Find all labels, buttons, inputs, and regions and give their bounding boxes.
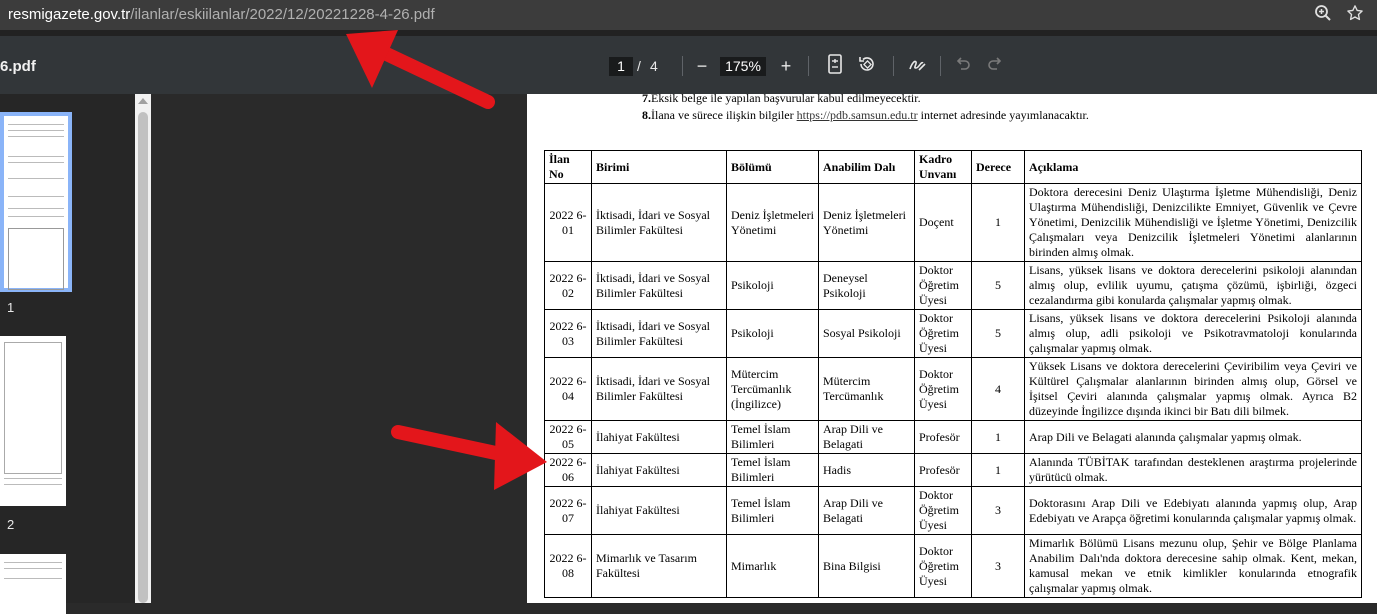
- thumbnail-label-2: 2: [7, 517, 15, 532]
- cell-kadro: Doktor Öğretim Üyesi: [915, 358, 972, 421]
- cell-anabilim: Deneysel Psikoloji: [819, 262, 915, 310]
- header-birim: Birimi: [592, 151, 727, 184]
- cell-anabilim: Arap Dili ve Belagati: [819, 487, 915, 535]
- note-7: 7.Eksik belge ile yapılan başvurular kabul edilmeyecektir.: [642, 94, 921, 105]
- cell-ilan-no: 2022 6-01: [545, 184, 592, 262]
- cell-aciklama: Yüksek Lisans ve doktora derecelerini Çeviribilim veya Çeviri ve Kültürel Çalışmalar alanlarının birinden almış olup, Görsel ve İşitsel Çeviri alanında çalışmalar yapmış olmak. Ayrıca B2 düzeyinde İngilizce dışında ikinci bir Batı dili bilmek.: [1025, 358, 1362, 421]
- page-number-input[interactable]: 1: [609, 57, 633, 76]
- cell-bolum: Deniz İşletmeleri Yönetimi: [727, 184, 819, 262]
- cell-kadro: Profesör: [915, 454, 972, 487]
- cell-bolum: Temel İslam Bilimleri: [727, 421, 819, 454]
- cell-bolum: Mimarlık: [727, 535, 819, 598]
- url-host: resmigazete.gov.tr: [8, 6, 131, 23]
- cell-bolum: Psikoloji: [727, 310, 819, 358]
- cell-anabilim: Hadis: [819, 454, 915, 487]
- cell-kadro: Doktor Öğretim Üyesi: [915, 262, 972, 310]
- cell-kadro: Doktor Öğretim Üyesi: [915, 310, 972, 358]
- header-aciklama: Açıklama: [1025, 151, 1362, 184]
- cell-aciklama: Doktorasını Arap Dili ve Edebiyatı alanında yapmış olup, Arap Edebiyatı ve Arapça öğretimi konularında çalışmalar yapmış olmak.: [1025, 487, 1362, 535]
- cell-anabilim: Mütercim Tercümanlık: [819, 358, 915, 421]
- arrow-to-row-6-06: [398, 422, 547, 490]
- cell-derece: 1: [972, 421, 1025, 454]
- cell-birim: İlahiyat Fakültesi: [592, 454, 727, 487]
- cell-birim: Mimarlık ve Tasarım Fakültesi: [592, 535, 727, 598]
- cell-aciklama: Lisans, yüksek lisans ve doktora derecelerini Psikoloji alanında almış olup, adli psikoloji ve Psikotravmatoloji konularında çalışmalar yapmış olmak.: [1025, 310, 1362, 358]
- zoom-out-button[interactable]: −: [696, 56, 708, 76]
- cell-birim: İktisadi, İdari ve Sosyal Bilimler Fakültesi: [592, 310, 727, 358]
- cell-birim: İktisadi, İdari ve Sosyal Bilimler Fakültesi: [592, 262, 727, 310]
- cell-ilan-no: 2022 6-05: [545, 421, 592, 454]
- total-pages: 4: [650, 58, 658, 74]
- header-bolum: Bölümü: [727, 151, 819, 184]
- cell-ilan-no: 2022 6-07: [545, 487, 592, 535]
- cell-ilan-no: 2022 6-06: [545, 454, 592, 487]
- cell-kadro: Doçent: [915, 184, 972, 262]
- cell-anabilim: Sosyal Psikoloji: [819, 310, 915, 358]
- header-no: İlan No: [545, 151, 592, 184]
- pdb-link[interactable]: https://pdb.samsun.edu.tr: [796, 108, 918, 122]
- cell-birim: İlahiyat Fakültesi: [592, 487, 727, 535]
- cell-ilan-no: 2022 6-08: [545, 535, 592, 598]
- cell-derece: 5: [972, 310, 1025, 358]
- cell-anabilim: Deniz İşletmeleri Yönetimi: [819, 184, 915, 262]
- cell-derece: 1: [972, 184, 1025, 262]
- cell-anabilim: Bina Bilgisi: [819, 535, 915, 598]
- cell-derece: 3: [972, 487, 1025, 535]
- cell-ilan-no: 2022 6-02: [545, 262, 592, 310]
- cell-aciklama: Lisans, yüksek lisans ve doktora derecelerini psikoloji alanından almış olup, evlilik uyumu, çatışma çözümü, işbirliği, özgeci cezalandırma gibi konularda çalışmalar yapmış olmak.: [1025, 262, 1362, 310]
- cell-birim: İktisadi, İdari ve Sosyal Bilimler Fakültesi: [592, 184, 727, 262]
- header-anabilim: Anabilim Dalı: [819, 151, 915, 184]
- cell-bolum: Psikoloji: [727, 262, 819, 310]
- cell-bolum: Mütercim Tercümanlık (İngilizce): [727, 358, 819, 421]
- cell-birim: İlahiyat Fakültesi: [592, 421, 727, 454]
- cell-aciklama: Arap Dili ve Belagati alanında çalışmalar yapmış olmak.: [1025, 421, 1362, 454]
- cell-bolum: Temel İslam Bilimleri: [727, 487, 819, 535]
- header-kadro: Kadro Unvanı: [915, 151, 972, 184]
- cell-bolum: Temel İslam Bilimleri: [727, 454, 819, 487]
- page-separator: /: [637, 58, 641, 74]
- url-path: /ilanlar/eskiilanlar/2022/12/20221228-4-26.pdf: [130, 6, 435, 23]
- cell-ilan-no: 2022 6-04: [545, 358, 592, 421]
- zoom-in-button[interactable]: +: [780, 56, 792, 76]
- note-8: 8.İlana ve sürece ilişkin bilgiler https://pdb.samsun.edu.tr internet adresinde yayımlanacaktır.: [642, 108, 1089, 122]
- zoom-input[interactable]: 175%: [720, 57, 766, 76]
- cell-aciklama: Doktora derecesini Deniz Ulaştırma İşletme Mühendisliği, Deniz Ulaştırma Mühendisliği, Denizcilikte Emniyet, Güvenlik ve Çevre Yönetimi, Denizcilik Mühendisliği ve İşletme Yönetimi, Denizcilik Çalışmaları veya Denizcilik İşletmeleri Yönetimi alanlarının birinden almış olmak.: [1025, 184, 1362, 262]
- thumbnail-label-1: 1: [7, 300, 15, 315]
- cell-derece: 5: [972, 262, 1025, 310]
- cell-kadro: Doktor Öğretim Üyesi: [915, 535, 972, 598]
- header-derece: Derece: [972, 151, 1025, 184]
- cell-derece: 4: [972, 358, 1025, 421]
- cell-kadro: Doktor Öğretim Üyesi: [915, 487, 972, 535]
- cell-derece: 3: [972, 535, 1025, 598]
- cell-kadro: Profesör: [915, 421, 972, 454]
- cell-ilan-no: 2022 6-03: [545, 310, 592, 358]
- cell-derece: 1: [972, 454, 1025, 487]
- arrow-to-url: [346, 30, 488, 102]
- cell-anabilim: Arap Dili ve Belagati: [819, 421, 915, 454]
- cell-birim: İktisadi, İdari ve Sosyal Bilimler Fakültesi: [592, 358, 727, 421]
- file-name: 6.pdf: [0, 58, 36, 75]
- cell-aciklama: Mimarlık Bölümü Lisans mezunu olup, Şehir ve Bölge Planlama Anabilim Dalı'nda doktora derecesine sahip olmak. Kent, mekan, kamusal mekan ve etnik kimlikler konularında etnografik çalışmalar yapmış olmak.: [1025, 535, 1362, 598]
- cell-aciklama: Alanında TÜBİTAK tarafından desteklenen araştırma projelerinde yürütücü olmak.: [1025, 454, 1362, 487]
